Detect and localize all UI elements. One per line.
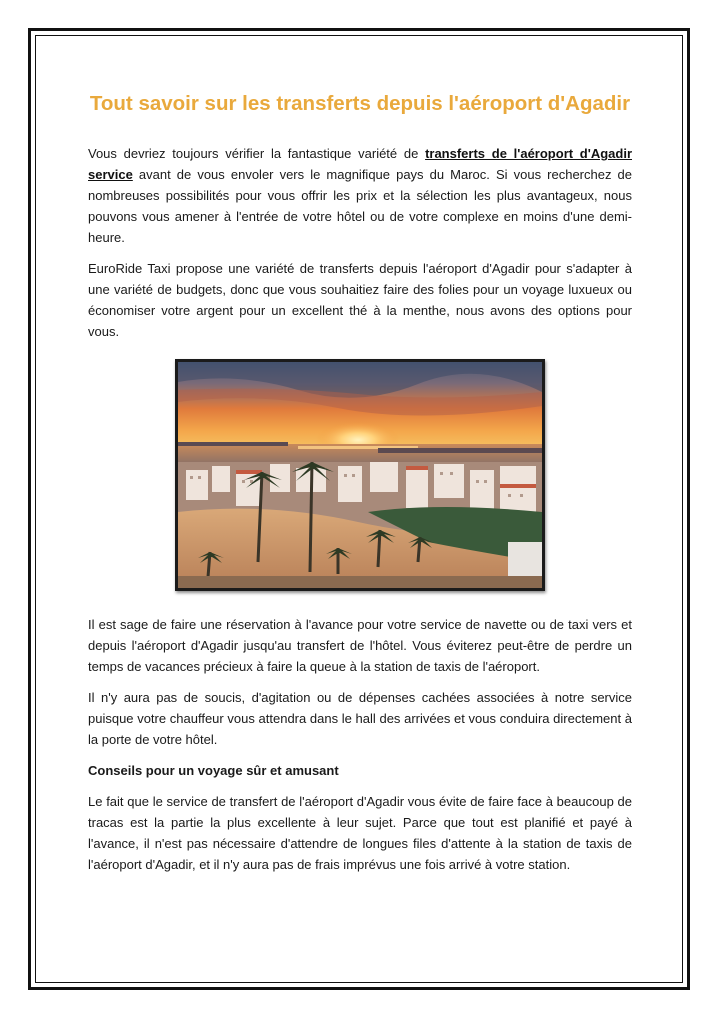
- paragraph-intro-before: Vous devriez toujours vérifier la fantastique variété de: [88, 146, 426, 161]
- photo-container: [88, 359, 632, 591]
- paragraph-euroride: EuroRide Taxi propose une variété de transferts depuis l'aéroport d'Agadir pour s'adapter à une variété de budgets, donc que vous souhaitiez faire des folies pour un voyage luxueux ou économiser votre argent pour un excellent thé à la menthe, nous avons des options pour vous.: [88, 261, 632, 339]
- paragraph-reservation: Il est sage de faire une réservation à l'avance pour votre service de navette ou de taxi vers et depuis l'aéroport d'Agadir jusqu'au transfert de l'hôtel. Vous éviterez peut-être de perdre un temps de vacances précieux à faire la queue à la station de taxis de l'aéroport.: [88, 617, 632, 674]
- section-subheading: Conseils pour un voyage sûr et amusant: [88, 763, 339, 778]
- paragraph-intro: [88, 143, 632, 248]
- agadir-sunset-photo: [175, 359, 545, 591]
- paragraph-intro-after: avant de vous envoler vers le magnifique pays du Maroc. Si vous recherchez de nombreuses possibilités pour vous offrir les prix et la sélection les plus avantageux, nous pouvons vous amener à l'entrée de votre hôtel ou de votre complexe en moins d'une demi-heure.: [88, 167, 632, 245]
- page-title: Tout savoir sur les transferts depuis l'aéroport d'Agadir: [89, 92, 631, 115]
- transfer-service-link[interactable]: transferts de l'aéroport d'Agadir service: [88, 146, 633, 182]
- document-body: [88, 88, 632, 885]
- agadir-sunset-illustration: [178, 362, 542, 588]
- paragraph-conclusion: Le fait que le service de transfert de l'aéroport d'Agadir vous évite de faire face à beaucoup de tracas est la partie la plus excellente à leur sujet. Parce que tout est planifié et payé à l'avance, il n'est pas nécessaire d'attendre de longues files d'attente à la station de taxis de l'aéroport d'Agadir, et il n'y aura pas de frais imprévus une fois arrivé à votre station.: [88, 794, 632, 872]
- paragraph-no-worries: Il n'y aura pas de soucis, d'agitation ou de dépenses cachées associées à notre service puisque votre chauffeur vous attendra dans le hall des arrivées et vous conduira directement à la porte de votre hôtel.: [88, 690, 632, 747]
